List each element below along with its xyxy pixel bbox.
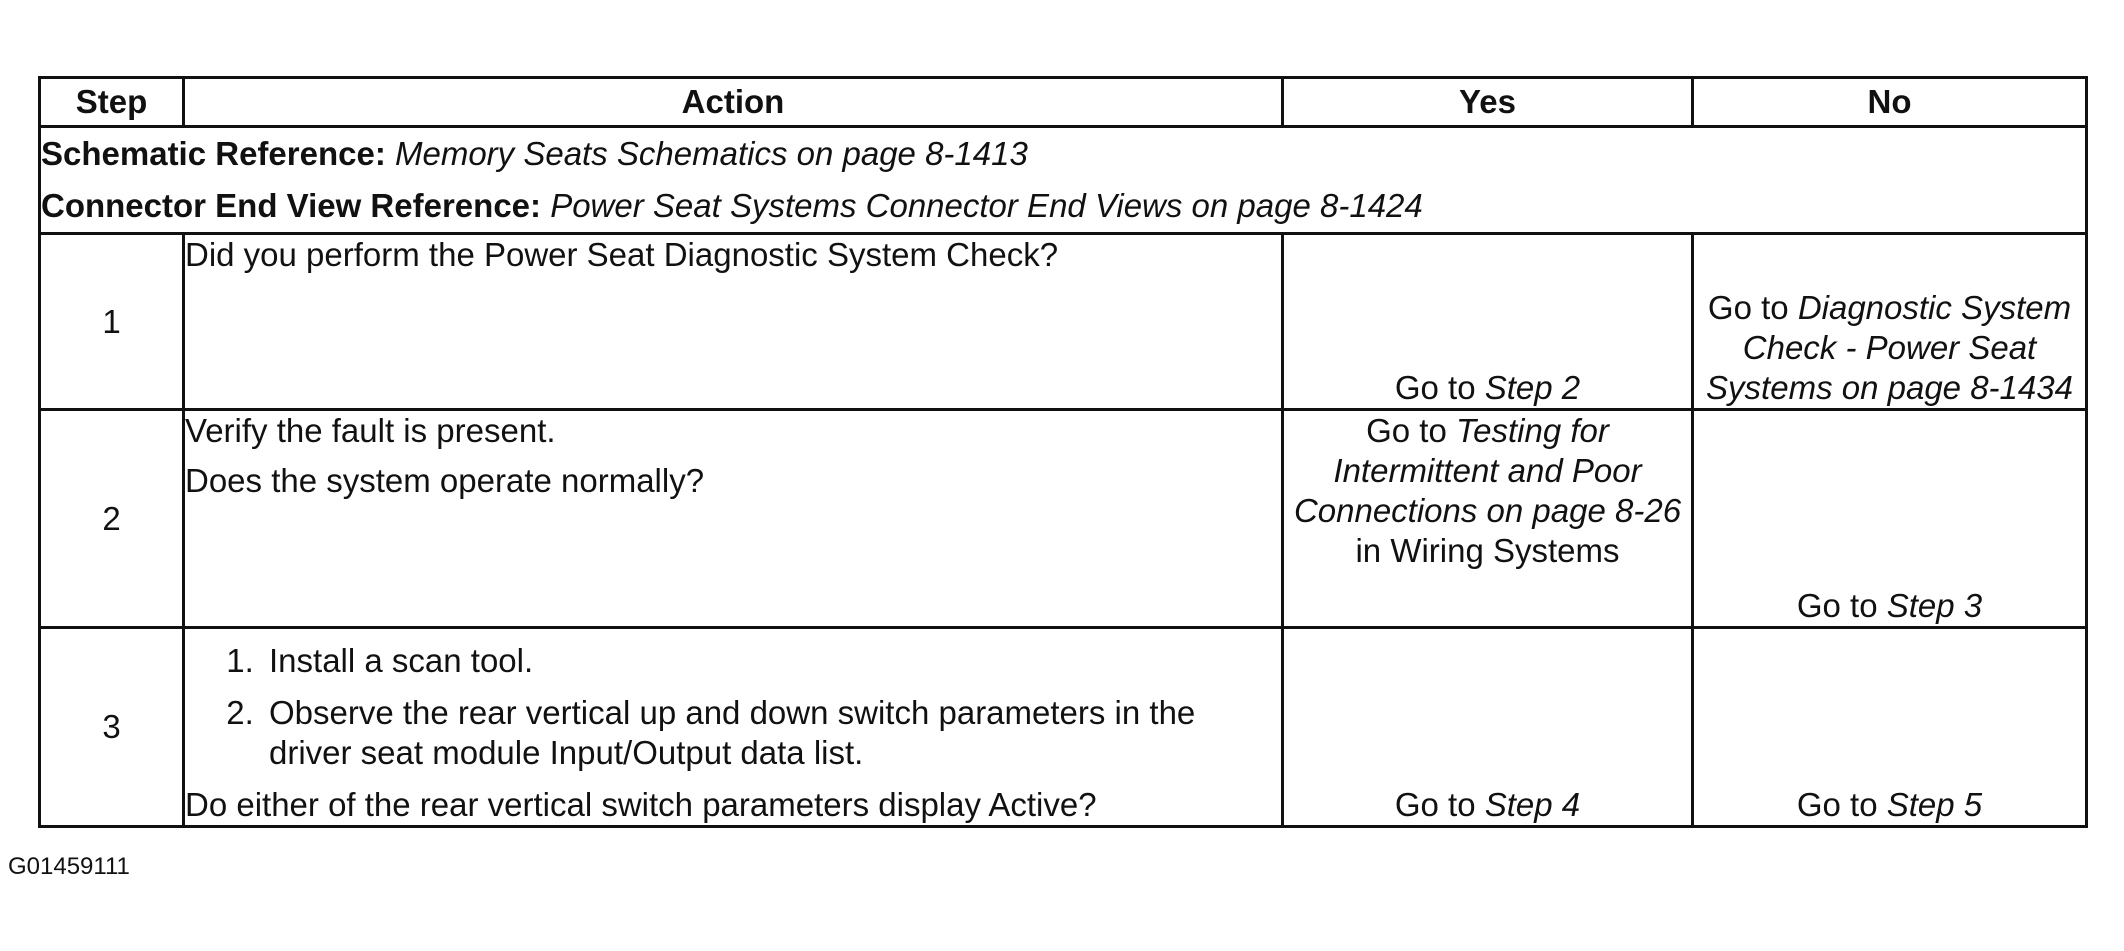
step-number: 3 — [40, 628, 184, 827]
list-item: 2. Observe the rear vertical up and down switch parameters in the driver seat module Input/Output data list. — [263, 693, 1281, 773]
connector-reference-link: Power Seat Systems Connector End Views on page 8-1424 — [550, 187, 1423, 224]
schematic-reference — [41, 128, 2085, 180]
no-prefix: Go to — [1796, 786, 1887, 823]
yes-cell — [1283, 410, 1693, 628]
no-prefix: Go to — [1707, 289, 1798, 326]
table-row — [40, 628, 2087, 827]
reference-row — [40, 127, 2087, 234]
yes-cell — [1283, 628, 1693, 827]
step-number: 2 — [40, 410, 184, 628]
schematic-reference-link: Memory Seats Schematics on page 8-1413 — [395, 135, 1028, 172]
action-cell — [184, 410, 1283, 628]
table-row — [40, 410, 2087, 628]
connector-reference — [41, 180, 2085, 232]
yes-prefix: Go to — [1366, 412, 1456, 449]
action-question: Do either of the rear vertical switch parameters display Active? — [185, 786, 1097, 823]
yes-prefix: Go to — [1394, 369, 1485, 406]
action-text: Did you perform the Power Seat Diagnostic System Check? — [185, 236, 1059, 273]
diagnostic-table — [38, 76, 2088, 828]
header-action: Action — [184, 78, 1283, 127]
action-steps-list — [185, 641, 1281, 773]
no-cell — [1693, 234, 2087, 410]
list-item: 1. Install a scan tool. — [263, 641, 1281, 681]
step-number: 1 — [40, 234, 184, 410]
action-cell — [184, 234, 1283, 410]
connector-reference-label: Connector End View Reference: — [41, 187, 542, 224]
no-cell — [1693, 410, 2087, 628]
table-row — [40, 234, 2087, 410]
figure-id: G01459111 — [8, 853, 130, 880]
yes-link: Testing for Intermittent and Poor Connections on page 8-26 — [1293, 412, 1682, 529]
no-link: Diagnostic System Check - Power Seat Systems on page 8-1434 — [1706, 289, 2073, 406]
no-link: Step 3 — [1886, 587, 1983, 624]
action-cell — [184, 628, 1283, 827]
header-no: No — [1693, 78, 2087, 127]
header-row — [40, 78, 2087, 127]
header-yes: Yes — [1283, 78, 1693, 127]
yes-link: Step 2 — [1484, 369, 1581, 406]
action-text: Verify the fault is present. — [185, 412, 556, 449]
action-question: Does the system operate normally? — [185, 462, 705, 499]
reference-cell — [40, 127, 2087, 234]
no-cell — [1693, 628, 2087, 827]
yes-prefix: Go to — [1394, 786, 1485, 823]
header-step: Step — [40, 78, 184, 127]
no-link: Step 5 — [1886, 786, 1983, 823]
yes-suffix: in Wiring Systems — [1355, 532, 1620, 569]
yes-cell — [1283, 234, 1693, 410]
schematic-reference-label: Schematic Reference: — [41, 135, 386, 172]
no-prefix: Go to — [1796, 587, 1887, 624]
yes-link: Step 4 — [1484, 786, 1581, 823]
